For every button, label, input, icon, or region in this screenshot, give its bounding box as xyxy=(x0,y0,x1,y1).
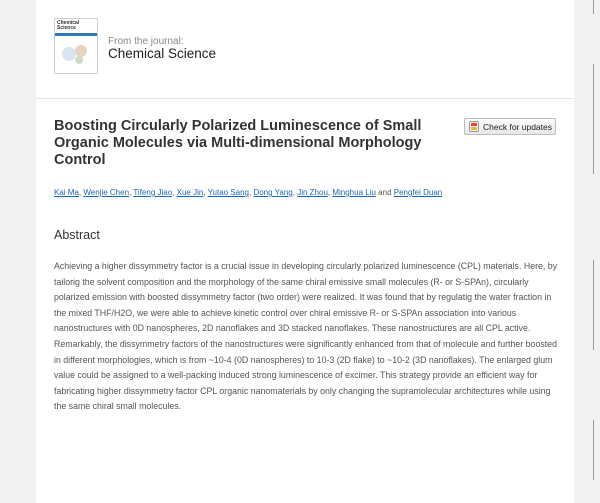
journal-cover-art xyxy=(59,41,93,67)
window-edge-line xyxy=(593,0,594,14)
window-edge-line xyxy=(593,420,594,480)
journal-name[interactable]: Chemical Science xyxy=(108,46,217,61)
author-list: Kai Ma, Wenjie Chen, Tifeng Jiao, Xue Jin, Yutao Sang, Dong Yang, Jin Zhou, Minghua Liu and Pengfei Duan xyxy=(54,188,443,197)
window-edge-line xyxy=(593,260,594,350)
journal-cover-band xyxy=(55,33,97,36)
author-link[interactable]: Minghua Liu xyxy=(332,188,376,197)
author-link[interactable]: Yutao Sang xyxy=(207,188,249,197)
window-edge xyxy=(588,0,600,503)
abstract-body: Achieving a higher dissymmetry factor is a crucial issue in developing circularly polarized luminescence (CPL) materials. Here, by tailorig the solvent composition and the morphology of the same chiral emissive small molecules (R- or S-SPAn), circularly polarized emission with boosted dissymmetry factor (two order) were realized. It was found that by regulatig the water fraction in the mixed THF/H2O, we were able to achieve kinetic control over chiral emissive R- or S-SPAn association into various nanostructures with 0D nanospheres, 2D nanoflakes and 3D stacked nanoflakes. These nanostructures are all CPL active. Remarkably, the dissymmetry factors of the nanostructures were significantly enhanced from that of molecule and further boosted in different morphologies, which is from ~10-4 (0D nanospheres) to 10-3 (2D flake) to ~10-2 (3D nanoflakes). The enlarged glum value could be assigned to a well-packing induced strong luminescence of excimer. This strategy provide an efficient way for fabricating higher dissymmetry factor CPL organic nanomaterials by only changing the supramolecular architectures while using the same chiral small molecules. xyxy=(54,261,558,412)
journal-header xyxy=(36,0,574,99)
journal-cover-image[interactable] xyxy=(54,18,98,74)
author-link[interactable]: Kai Ma xyxy=(54,188,79,197)
check-updates-label: Check for updates xyxy=(483,121,552,132)
window-edge-line xyxy=(593,64,594,174)
journal-cover-title: Chemical Science xyxy=(57,20,80,31)
author-link[interactable]: Dong Yang xyxy=(253,188,293,197)
abstract-heading: Abstract xyxy=(54,228,100,242)
author-link[interactable]: Xue Jin xyxy=(176,188,204,197)
check-updates-icon xyxy=(469,121,479,132)
article-title: Boosting Circularly Polarized Luminescence of Small Organic Molecules via Multi-dimensional Morphology Control xyxy=(54,118,422,168)
article-page xyxy=(36,0,574,503)
journal-from-label: From the journal: xyxy=(108,36,184,47)
check-for-updates-button[interactable] xyxy=(464,118,556,135)
author-link[interactable]: Tifeng Jiao xyxy=(133,188,173,197)
authors-conjunction: and xyxy=(378,188,392,197)
author-link[interactable]: Pengfei Duan xyxy=(393,188,443,197)
author-link[interactable]: Wenjie Chen xyxy=(83,188,130,197)
author-link[interactable]: Jin Zhou xyxy=(297,188,328,197)
